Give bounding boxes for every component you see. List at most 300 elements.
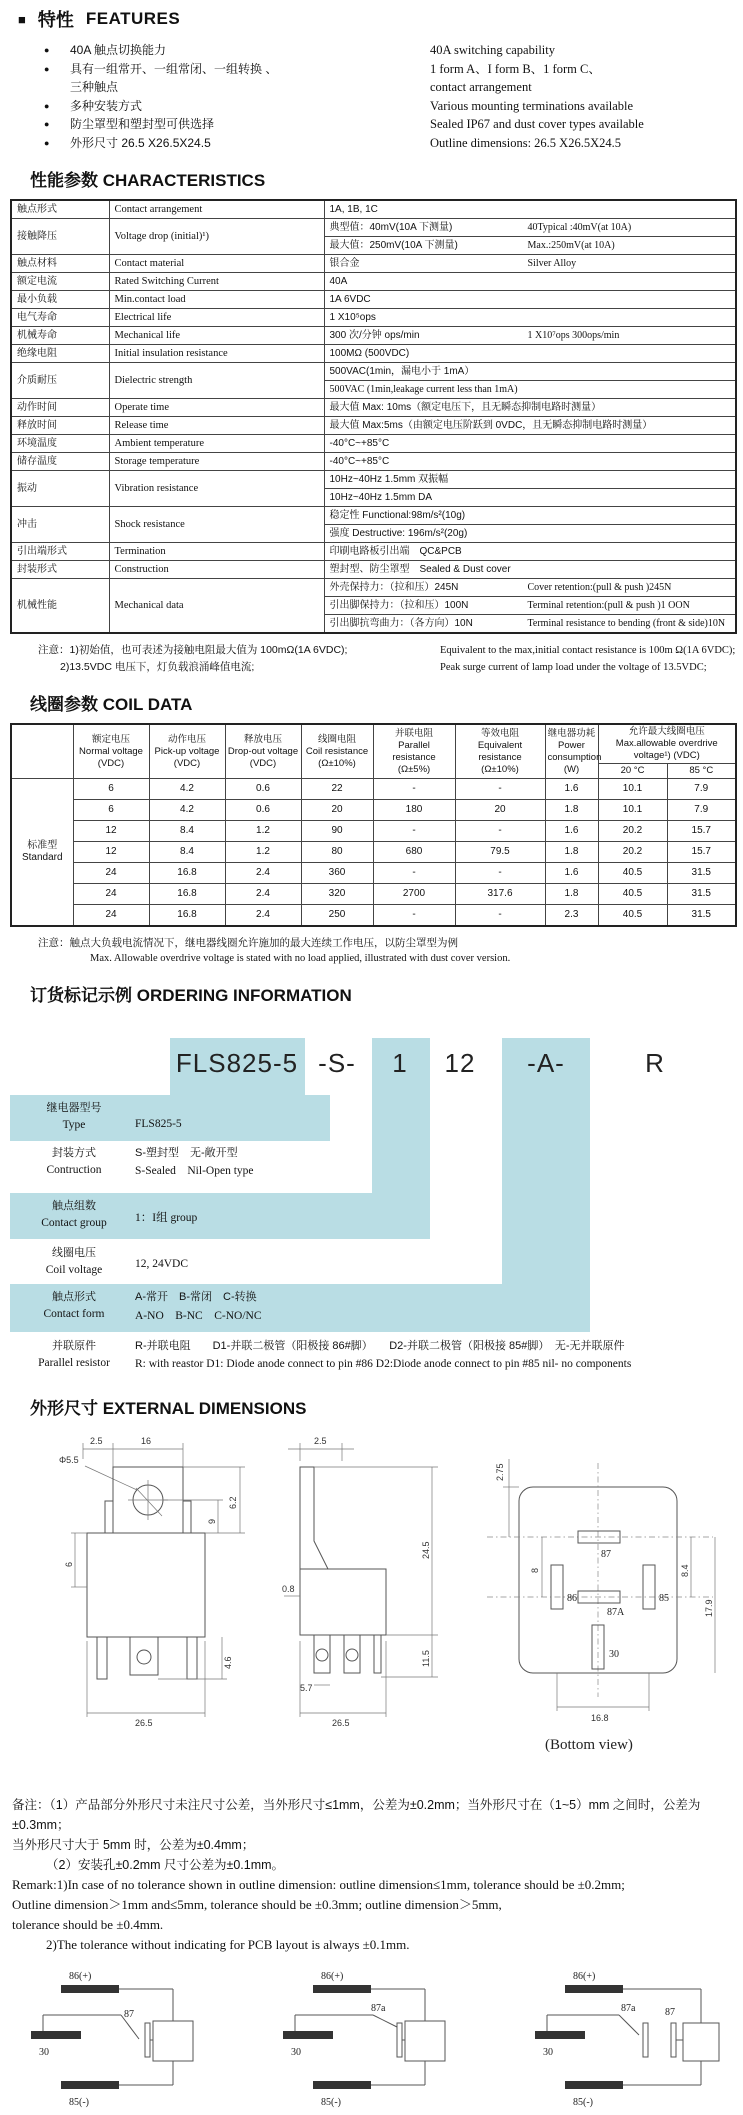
header-en: Coil resistance: [305, 745, 369, 757]
spec-label-en: Operate time: [109, 399, 324, 417]
header-cn: 并联电阻: [394, 727, 433, 739]
coil-data-table: [10, 723, 737, 927]
table-row: [11, 863, 736, 884]
cell: 12: [73, 842, 149, 863]
label-cn: 触点形式: [52, 1290, 96, 1303]
ordering-diagram: [0, 1012, 743, 1380]
feature-en: 1 form A、I form B、1 form C、: [430, 61, 601, 76]
spec-label-en: Electrical life: [109, 309, 324, 327]
feature-item: [0, 78, 743, 97]
spec-label-cn: 动作时间: [11, 399, 109, 417]
spec-label-cn: 机械寿命: [11, 327, 109, 345]
ordering-label-contact-group: [15, 1198, 133, 1232]
group-label: [11, 779, 73, 926]
cell: 0.6: [225, 779, 301, 800]
ordering-value: A-常开 B-常闭 C-转换: [135, 1290, 257, 1303]
ordering-title: 订货标记示例 ORDERING INFORMATION: [30, 985, 352, 1005]
dim-label: 16.8: [591, 1712, 609, 1723]
cell: 1.8: [545, 884, 598, 905]
cell: 20: [301, 800, 373, 821]
table-row: [11, 219, 736, 237]
spec-value: 1A 6VDC: [324, 291, 736, 309]
spec-label-cn: 振动: [11, 471, 109, 507]
cell: 31.5: [667, 884, 736, 905]
features-list: [0, 41, 743, 152]
label-en: Contruction: [46, 1163, 102, 1176]
cell: 12: [73, 821, 149, 842]
table-row: [11, 309, 736, 327]
terminal-label: 87: [124, 2008, 134, 2020]
cell: 7.9: [667, 779, 736, 800]
spec-value: [324, 237, 736, 255]
features-title-en: FEATURES: [85, 9, 181, 28]
table-row: [11, 543, 736, 561]
terminal-label: 30: [39, 2046, 49, 2058]
feature-cn: 三种触点: [70, 80, 119, 94]
dim-label: 16: [141, 1435, 152, 1446]
cell: 40.5: [598, 884, 667, 905]
code-part-contact-form: -A-: [527, 1047, 565, 1078]
spec-value: 1A, 1B, 1C: [324, 200, 736, 219]
cell: -: [373, 779, 455, 800]
cell: 24: [73, 863, 149, 884]
feature-en: 40A switching capability: [430, 43, 555, 57]
cell: 90: [301, 821, 373, 842]
spec-label-cn: 额定电流: [11, 273, 109, 291]
feature-cn: 40A 触点切换能力: [70, 43, 167, 57]
cell: 6: [73, 779, 149, 800]
col-header: [149, 724, 225, 779]
label-en: Contact group: [41, 1216, 107, 1229]
cell: 250: [301, 905, 373, 926]
spec-label-en: Shock resistance: [109, 507, 324, 543]
pin-label: 86: [567, 1592, 577, 1604]
table-row: [11, 561, 736, 579]
dim-label: 4.6: [223, 1655, 233, 1669]
cell: -: [455, 821, 545, 842]
terminal-label: 30: [543, 2046, 553, 2058]
spec-value-cn: 典型值：40mV(10A 下测量): [329, 222, 453, 233]
remark-en: tolerance should be ±0.4mm.: [12, 1916, 164, 1932]
table-row: [11, 453, 736, 471]
terminal-label: 85(-): [321, 2096, 341, 2108]
spec-label-cn: 冲击: [11, 507, 109, 543]
code-part-construction: -S-: [318, 1047, 356, 1078]
terminal-label: 30: [291, 2046, 301, 2058]
spec-label-en: Termination: [109, 543, 324, 561]
ordering-label-contact-form: [15, 1289, 133, 1323]
terminal-label: 85(-): [573, 2096, 593, 2108]
note-cn: 2)13.5VDC 电压下，灯负载浪涌峰值电流;: [60, 661, 255, 673]
cell: 80: [301, 842, 373, 863]
label-cn: 并联原件: [52, 1339, 96, 1352]
terminal-label: 87: [665, 2006, 675, 2018]
table-row: [11, 399, 736, 417]
label-cn: 封装方式: [52, 1146, 96, 1159]
cell: 1.8: [545, 842, 598, 863]
ordering-label-type: [15, 1100, 133, 1134]
spec-value: 印刷电路板引出端 QC&PCB: [324, 543, 736, 561]
cell: -: [455, 779, 545, 800]
characteristics-notes: [0, 642, 743, 676]
cell: 2.4: [225, 863, 301, 884]
header-cn: 动作电压: [167, 733, 206, 745]
spec-value: 10Hz~40Hz 1.5mm 双振幅: [324, 471, 736, 489]
characteristics-title: 性能参数 CHARACTERISTICS: [30, 171, 266, 190]
spec-value: [324, 597, 736, 615]
header-unit: (Ω±10%): [481, 763, 519, 775]
spec-value: 40A: [324, 273, 736, 291]
spec-value: 最大值 Max: 10ms（额定电压下，且无瞬态抑制电路时测量）: [324, 399, 736, 417]
cell: -: [373, 821, 455, 842]
spec-value-en: Silver Alloy: [527, 258, 577, 269]
spec-label-cn: 触点形式: [11, 200, 109, 219]
spec-value-en: 1 X10⁷ops 300ops/min: [527, 330, 620, 341]
table-row: [11, 507, 736, 525]
cell: 1.6: [545, 863, 598, 884]
note-en: Peak surge current of lamp load under the voltage of 13.5VDC;: [440, 662, 707, 673]
note-line: [0, 642, 743, 659]
dim-label: 26.5: [135, 1717, 153, 1728]
pin-label: 87: [601, 1548, 611, 1560]
cell: 6: [73, 800, 149, 821]
ordering-label-construction: [15, 1145, 133, 1179]
cell: 15.7: [667, 821, 736, 842]
spec-label-en: Storage temperature: [109, 453, 324, 471]
ordering-value: 1：I组 group: [135, 1211, 198, 1224]
table-row: [11, 884, 736, 905]
dim-label: 2.5: [314, 1435, 327, 1446]
header-unit: (Ω±10%): [318, 757, 356, 769]
cell: 20.2: [598, 821, 667, 842]
spec-value-cn: 最大值：250mV(10A 下测量): [329, 240, 458, 251]
spec-value: 10Hz~40Hz 1.5mm DA: [324, 489, 736, 507]
remark-cn: （2）安装孔±0.2mm 尺寸公差为±0.1mm。: [46, 1857, 285, 1872]
spec-label-cn: 储存温度: [11, 453, 109, 471]
label-en: Type: [62, 1118, 86, 1131]
table-row: [11, 842, 736, 863]
group-cn: 标准型: [27, 839, 58, 851]
header-cn: 额定电压: [91, 733, 130, 745]
col-header-overdrive: [598, 724, 736, 764]
cell: 24: [73, 905, 149, 926]
cell: 8.4: [149, 821, 225, 842]
spec-label-cn: 环境温度: [11, 435, 109, 453]
ordering-value: R-并联电阻 D1-并联二极管（阳极接 86#脚） D2-并联二极管（阳极接 85#脚） 无-无并联原件: [135, 1339, 625, 1352]
label-en: Parallel resistor: [38, 1356, 110, 1369]
cell: 10.1: [598, 779, 667, 800]
cell: 2.3: [545, 905, 598, 926]
spec-value: -40°C~+85°C: [324, 435, 736, 453]
terminal-label: 86(+): [69, 1970, 92, 1982]
header-cn: 等效电阻: [480, 727, 519, 739]
cell: 15.7: [667, 842, 736, 863]
cell: 4.2: [149, 800, 225, 821]
header-unit: (VDC): [173, 757, 201, 769]
ordering-label-parallel: [15, 1338, 133, 1372]
note-en: Equivalent to the max,initial contact resistance is 100m Ω(1A 6VDC);: [440, 645, 736, 656]
spec-value: 1 X10⁵ops: [324, 309, 736, 327]
spec-label-cn: 电气寿命: [11, 309, 109, 327]
bullet-icon: ●: [44, 45, 50, 55]
spec-value-en: Cover retention:(pull & push )245N: [527, 582, 672, 593]
spec-value-cn: 引出脚抗弯曲力：（各方向）10N: [329, 618, 473, 629]
cell: 180: [373, 800, 455, 821]
pin-label: 87A: [607, 1606, 625, 1618]
spec-label-cn: 最小负载: [11, 291, 109, 309]
note-cn: 注意：1)初始值，也可表述为接触电阻最大值为 100mΩ(1A 6VDC);: [38, 644, 348, 656]
note-line: [0, 659, 743, 676]
dim-label: Φ5.5: [59, 1454, 79, 1465]
cell: 320: [301, 884, 373, 905]
dim-label: 17.9: [704, 1598, 714, 1617]
ordering-value: S-塑封型 无-敞开型: [135, 1146, 238, 1159]
dim-label: 5.7: [300, 1682, 313, 1693]
bullet-icon: ●: [44, 137, 50, 148]
terminal-label: 86(+): [573, 1970, 596, 1982]
header-en: Power consumption: [547, 739, 602, 763]
spec-value: 稳定性 Functional:98m/s²(10g): [324, 507, 736, 525]
col-header-20c: 20 °C: [598, 764, 667, 779]
feature-en: Sealed IP67 and dust cover types available: [430, 117, 644, 131]
table-row: [11, 779, 736, 800]
code-part-parallel: R: [645, 1047, 665, 1078]
bullet-icon: ●: [44, 119, 50, 129]
code-part-type: FLS825-5: [175, 1047, 299, 1078]
feature-item: [0, 115, 743, 134]
label-en: Contact form: [43, 1307, 105, 1320]
cell: 16.8: [149, 884, 225, 905]
terminal-label: 86(+): [321, 1970, 344, 1982]
table-row: [11, 471, 736, 489]
feature-en: contact arrangement: [430, 80, 532, 94]
col-header: [301, 724, 373, 779]
dimension-drawings: [0, 1429, 743, 1779]
header-en: Max.allowable overdrive voltage¹) (VDC): [615, 738, 718, 761]
remarks-section: [0, 1795, 743, 1955]
note-cn: 注意：触点大负载电流情况下，继电器线圈允许施加的最大连续工作电压，以防尘罩型为例: [38, 936, 458, 949]
cell: -: [455, 863, 545, 884]
dim-label: 11.5: [421, 1649, 431, 1667]
spec-value-en: Max.:250mV(at 10A): [527, 240, 615, 251]
header-unit: (Ω±5%): [397, 763, 431, 775]
table-row: [11, 821, 736, 842]
remark-en: 2)The tolerance without indicating for PCB layout is always ±0.1mm.: [46, 1936, 410, 1952]
cell: 1.6: [545, 779, 598, 800]
features-title: [0, 6, 743, 32]
circuit-form-c: [529, 1965, 743, 2115]
spec-label-cn: 绝缘电阻: [11, 345, 109, 363]
spec-value: 500VAC(1min，漏电小于 1mA）: [324, 363, 736, 381]
header-cn: 继电器功耗: [547, 727, 596, 739]
spec-label-cn: 引出端形式: [11, 543, 109, 561]
dim-label: 8.4: [680, 1563, 690, 1577]
bullet-icon: ●: [44, 100, 50, 111]
cell: 1.8: [545, 800, 598, 821]
cell: 22: [301, 779, 373, 800]
col-header: [455, 724, 545, 779]
remark-cn: 备注：（1）产品部分外形尺寸未注尺寸公差，当外形尺寸≤1mm，公差为±0.2mm；当外形尺寸在（1~5）mm 之间时，公差为±0.3mm；: [12, 1797, 701, 1832]
spec-value: [324, 327, 736, 345]
dim-label: 2.5: [90, 1435, 103, 1446]
col-header: [225, 724, 301, 779]
cell: 1.2: [225, 821, 301, 842]
spec-value: 最大值 Max:5ms（由额定电压阶跃到 0VDC，且无瞬态抑制电路时测量）: [324, 417, 736, 435]
cell: 10.1: [598, 800, 667, 821]
table-row: [11, 435, 736, 453]
remark-en: Outline dimension＞1mm and≤5mm, tolerance should be ±0.3mm; outline dimension＞5mm,: [12, 1896, 502, 1912]
cell: 1.2: [225, 842, 301, 863]
header-unit: (VDC): [249, 757, 277, 769]
cell: 317.6: [455, 884, 545, 905]
cell: 2700: [373, 884, 455, 905]
cell: 360: [301, 863, 373, 884]
spec-label-en: Mechanical data: [109, 579, 324, 634]
pin-label: 30: [609, 1648, 619, 1660]
cell: -: [373, 863, 455, 884]
feature-item: [0, 134, 743, 153]
table-row: [11, 724, 736, 764]
terminal-label: 87a: [371, 2002, 386, 2014]
cell: -: [373, 905, 455, 926]
bottom-view-drawing: [445, 1429, 743, 1759]
square-bullet-icon: ■: [18, 11, 26, 27]
feature-item: [0, 97, 743, 116]
spec-value-cn: 300 次/分钟 ops/min: [329, 330, 420, 341]
table-row: [11, 905, 736, 926]
dim-label: 0.8: [282, 1583, 295, 1594]
header-unit: (W): [563, 763, 580, 775]
spec-value: [324, 255, 736, 273]
terminal-label: 87a: [621, 2002, 636, 2014]
feature-item: [0, 60, 743, 79]
dim-label: 9: [207, 1518, 217, 1524]
ordering-value: FLS825-5: [135, 1117, 182, 1130]
col-header-85c: 85 °C: [667, 764, 736, 779]
table-row: [11, 327, 736, 345]
spec-label-en: Vibration resistance: [109, 471, 324, 507]
spec-label-cn: 介质耐压: [11, 363, 109, 399]
ordering-value: 12, 24VDC: [135, 1257, 189, 1270]
feature-item: [0, 41, 743, 60]
cell: 40.5: [598, 863, 667, 884]
cell: 1.6: [545, 821, 598, 842]
coil-data-title: 线圈参数 COIL DATA: [30, 695, 193, 714]
group-en: Standard: [21, 851, 63, 863]
cell: 0.6: [225, 800, 301, 821]
code-part-voltage: 12: [444, 1047, 476, 1078]
remark-cn: 当外形尺寸大于 5mm 时，公差为±0.4mm；: [12, 1837, 255, 1852]
spec-label-en: Contact arrangement: [109, 200, 324, 219]
header-en: Drop-out voltage: [227, 745, 299, 757]
dim-label: 6.2: [228, 1495, 238, 1509]
feature-cn: 防尘罩型和塑封型可供选择: [70, 117, 215, 131]
characteristics-table: [10, 199, 737, 634]
empty-header-cell: [11, 724, 73, 779]
remark-en: Remark:1)In case of no tolerance shown in outline dimension: outline dimension≤1mm, tolerance should be ±0.2mm;: [12, 1876, 625, 1892]
spec-value-cn: 银合金: [329, 258, 360, 269]
label-en: Coil voltage: [45, 1263, 103, 1276]
circuit-form-a: [25, 1965, 239, 2115]
feature-en: Outline dimensions: 26.5 X26.5X24.5: [430, 135, 621, 150]
spec-label-en: Dielectric strength: [109, 363, 324, 399]
table-row: [11, 345, 736, 363]
spec-value-cn: 外壳保持力：（拉和压）245N: [329, 582, 459, 593]
label-cn: 线圈电压: [52, 1246, 96, 1259]
col-header: [73, 724, 149, 779]
spec-value: 强度 Destructive: 196m/s²(20g): [324, 525, 736, 543]
cell: 2.4: [225, 884, 301, 905]
spec-label-cn: 释放时间: [11, 417, 109, 435]
table-row: [11, 579, 736, 597]
table-row: [11, 200, 736, 219]
features-title-cn: 特性: [37, 10, 74, 30]
cell: 2.4: [225, 905, 301, 926]
header-en: Parallel resistance: [392, 739, 436, 763]
cell: 20: [455, 800, 545, 821]
cell: 79.5: [455, 842, 545, 863]
cell: 16.8: [149, 905, 225, 926]
label-cn: 触点组数: [52, 1199, 96, 1212]
table-row: [11, 417, 736, 435]
cell: 680: [373, 842, 455, 863]
spec-label-cn: 封装形式: [11, 561, 109, 579]
header-cn: 释放电压: [243, 733, 282, 745]
col-header: [373, 724, 455, 779]
spec-label-en: Construction: [109, 561, 324, 579]
spec-label-cn: 接触降压: [11, 219, 109, 255]
feature-cn: 多种安装方式: [70, 98, 143, 113]
table-row: [11, 363, 736, 381]
cell: 8.4: [149, 842, 225, 863]
spec-value-en: 40Typical :40mV(at 10A): [527, 222, 632, 233]
spec-label-cn: 机械性能: [11, 579, 109, 634]
front-view-drawing: [35, 1429, 285, 1739]
dim-label: 6: [64, 1561, 74, 1567]
spec-value-en: Terminal resistance to bending (front & side)10N: [527, 618, 726, 629]
cell: 4.2: [149, 779, 225, 800]
ordering-label-coil-voltage: [15, 1245, 133, 1279]
header-en: Normal voltage: [79, 745, 143, 757]
spec-label-en: Mechanical life: [109, 327, 324, 345]
spec-value: -40°C~+85°C: [324, 453, 736, 471]
table-row: [11, 273, 736, 291]
cell: 31.5: [667, 905, 736, 926]
cell: 31.5: [667, 863, 736, 884]
col-header: [545, 724, 602, 779]
feature-cn: 外形尺寸 26.5 X26.5X24.5: [70, 135, 211, 150]
spec-value: 500VAC (1min,leakage current less than 1mA): [324, 381, 736, 399]
spec-value: [324, 219, 736, 237]
code-part-contact-group: 1: [392, 1047, 408, 1078]
feature-cn: 具有一组常开、一组常闭、一组转换 、: [70, 61, 278, 76]
spec-value-en: Terminal retention:(pull & push )1 OON: [527, 600, 690, 611]
dim-label: 2.75: [495, 1462, 505, 1481]
header-cn: 线圈电阻: [317, 733, 356, 745]
circuit-form-b: [277, 1965, 491, 2115]
spec-label-en: Initial insulation resistance: [109, 345, 324, 363]
cell: 40.5: [598, 905, 667, 926]
dim-label: 24.5: [421, 1540, 431, 1559]
pin-label: 85: [659, 1592, 669, 1604]
ordering-value: S-Sealed Nil-Open type: [135, 1164, 254, 1177]
spec-label-en: Rated Switching Current: [109, 273, 324, 291]
bullet-icon: ●: [44, 63, 50, 74]
cell: 20.2: [598, 842, 667, 863]
header-en: Equivalent resistance: [477, 739, 523, 763]
header-en: Pick-up voltage: [154, 745, 220, 757]
spec-value: 塑封型、防尘罩型 Sealed & Dust cover: [324, 561, 736, 579]
